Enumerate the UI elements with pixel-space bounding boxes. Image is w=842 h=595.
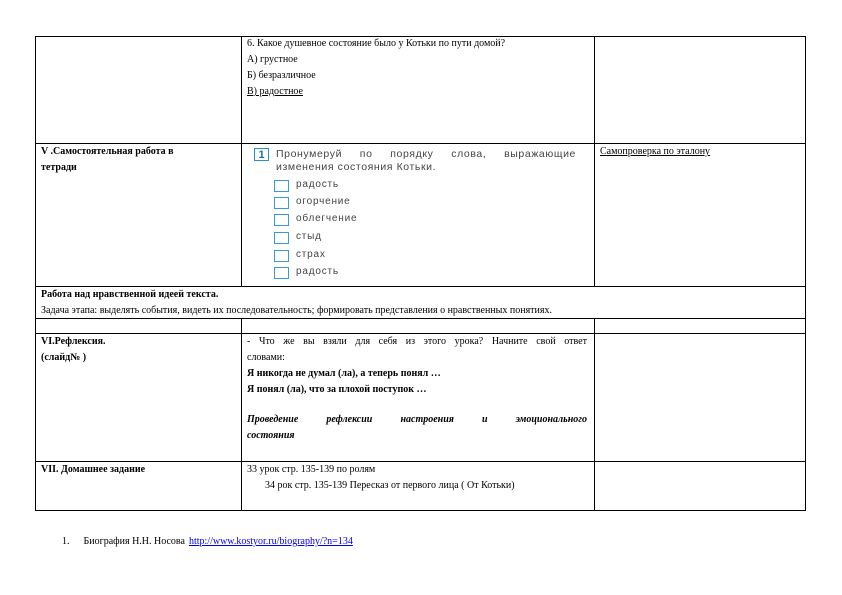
checkbox[interactable]	[274, 232, 289, 244]
exercise-item-label: стыд	[296, 231, 322, 242]
footnote	[62, 531, 353, 550]
column-divider	[594, 36, 595, 287]
homework-line: 33 урок стр. 135-139 по ролям	[247, 464, 376, 475]
stage-task: Задача этапа: выделять события, видеть их последовательность; формировать представления о нравственных понятиях.	[41, 305, 552, 316]
exercise-item-label: огорчение	[296, 196, 351, 207]
exercise-item-label: страх	[296, 249, 326, 260]
column-divider	[594, 318, 595, 511]
workbook-exercise	[254, 148, 584, 283]
checkbox[interactable]	[274, 197, 289, 209]
reflection-phrase: Я никогда не думал (ла), а теперь понял …	[247, 368, 441, 379]
exercise-item-label: радость	[296, 266, 339, 277]
self-check-text: Самопроверка по эталону	[600, 146, 711, 157]
exercise-item-label: радость	[296, 179, 339, 190]
exercise-question: Пронумеруй по порядку слова, выражающие изменения состояния Котьки.	[276, 148, 576, 173]
column-divider	[241, 318, 242, 511]
table-border-bottom	[35, 510, 806, 511]
reflection-note: Проведение рефлексии настроения и эмоционального	[247, 414, 587, 425]
checkbox[interactable]	[274, 180, 289, 192]
footnote-text: Биография Н.Н. Носова	[83, 536, 185, 547]
stage-title: V .Самостоятельная работа в	[41, 146, 174, 157]
row6-content	[247, 462, 515, 494]
checkbox[interactable]	[274, 214, 289, 226]
reflection-phrase: Я понял (ла), что за плохой поступок …	[247, 384, 427, 395]
stage-title: VII. Домашнее задание	[41, 464, 146, 475]
table-border-left	[35, 36, 36, 511]
question-text: 6. Какое душевное состояние было у Котьки по пути домой?	[247, 38, 506, 49]
row2-check	[600, 144, 710, 160]
row6-stage	[41, 462, 145, 478]
row1-content	[247, 36, 505, 100]
row2-stage	[41, 144, 174, 176]
biography-link[interactable]: http://www.kostyor.ru/biography/?n=134	[188, 536, 353, 547]
option-a: А) грустное	[247, 54, 298, 65]
reflection-question-cont: словами:	[247, 352, 285, 363]
checkbox[interactable]	[274, 267, 289, 279]
reflection-note-cont: состояния	[247, 430, 295, 441]
footnote-number: 1.	[62, 536, 70, 547]
table-border-right	[805, 36, 806, 511]
section-title: Работа над нравственной идеей текста.	[41, 289, 219, 300]
exercise-item-label: облегчение	[296, 213, 358, 224]
column-divider	[241, 36, 242, 287]
stage-title: VI.Рефлексия.	[41, 336, 106, 347]
option-c: В) радостное	[247, 86, 303, 97]
stage-title-cont: тетради	[41, 162, 77, 173]
checkbox[interactable]	[274, 250, 289, 262]
row5-content	[247, 334, 587, 444]
row5-stage	[41, 334, 106, 366]
homework-line: 34 рок стр. 135-139 Пересказ от первого лица ( От Котьки)	[265, 480, 515, 491]
reflection-question: - Что же вы взяли для себя из этого урока? Начните свой ответ	[247, 336, 587, 347]
row3-content	[41, 287, 552, 319]
stage-title-cont: (слайд№ )	[41, 352, 87, 363]
option-b: Б) безразличное	[247, 70, 316, 81]
exercise-number: 1	[254, 148, 269, 161]
